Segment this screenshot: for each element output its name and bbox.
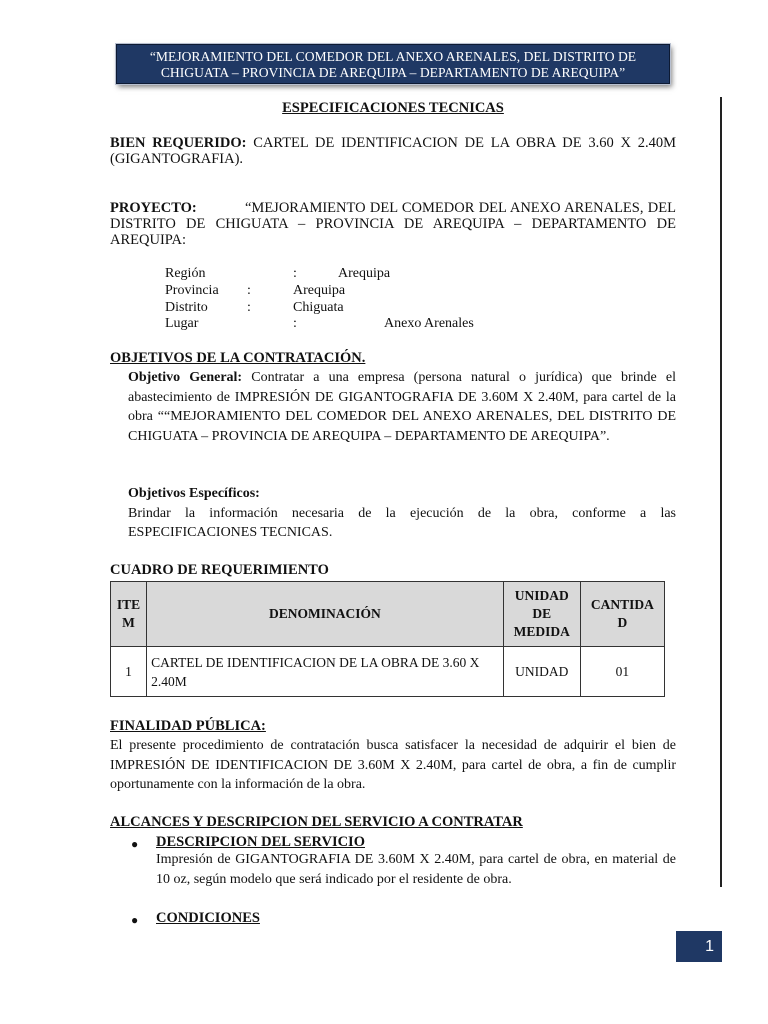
header-line-1: “MEJORAMIENTO DEL COMEDOR DEL ANEXO ARENALES, DEL DISTRITO DE: [149, 49, 637, 64]
provincia-value: Arequipa: [293, 283, 346, 298]
proyecto: [110, 200, 676, 248]
right-margin-rule: [720, 97, 722, 887]
cell-unidad: UNIDAD: [503, 647, 580, 697]
proyecto-text: “MEJORAMIENTO DEL COMEDOR DEL ANEXO ARENALES, DEL DISTRITO DE CHIGUATA – PROVINCIA DE AREQUIPA – DEPARTAMENTO DE AREQUIPA:: [110, 200, 676, 248]
header-cantidad: CANTIDA D: [580, 582, 664, 647]
cell-item: 1: [111, 647, 147, 697]
bien-requerido-text: CARTEL DE IDENTIFICACION DE LA OBRA DE 3.60 X 2.40M (GIGANTOGRAFIA).: [110, 135, 676, 167]
cell-denominacion: CARTEL DE IDENTIFICACION DE LA OBRA DE 3.60 X 2.40M: [147, 647, 504, 697]
header-denominacion: DENOMINACIÓN: [147, 582, 504, 647]
cell-cantidad: 01: [580, 647, 664, 697]
page-number: 1: [676, 931, 722, 962]
bullet-condiciones: ●: [131, 913, 139, 927]
objetivo-general-label: Objetivo General:: [128, 370, 243, 385]
objetivos-especificos-label: Objetivos Específicos:: [128, 486, 260, 501]
document-title: ESPECIFICACIONES TECNICAS: [282, 100, 504, 116]
provincia-colon: :: [247, 283, 251, 298]
condiciones-title: CONDICIONES: [156, 910, 260, 926]
region-value: Arequipa: [338, 266, 391, 281]
provincia-label: Provincia: [165, 283, 219, 298]
distrito-label: Distrito: [165, 300, 208, 315]
alcances-heading: ALCANCES Y DESCRIPCION DEL SERVICIO A CONTRATAR: [110, 814, 523, 830]
location-list: [0, 266, 768, 336]
lugar-value: Anexo Arenales: [384, 316, 474, 331]
proyecto-label: PROYECTO:: [110, 200, 197, 216]
descripcion-title: DESCRIPCION DEL SERVICIO: [156, 834, 365, 850]
table-row: [111, 647, 665, 697]
table-header-row: [111, 582, 665, 647]
distrito-value: Chiguata: [293, 300, 344, 315]
finalidad-text: El presente procedimiento de contratación busca satisfacer la necesidad de adquirir el bien de IMPRESIÓN DE IDENTIFICACION DE 3.60M X 2.40M, para cartel de obra, a fin de cumplir oportunamente con la información de la obra.: [110, 738, 676, 792]
region-label: Región: [165, 266, 206, 281]
cuadro-heading: CUADRO DE REQUERIMIENTO: [110, 562, 329, 578]
objetivo-general: [128, 368, 676, 446]
bullet-descripcion: ●: [131, 837, 139, 851]
header-line-2: CHIGUATA – PROVINCIA DE AREQUIPA – DEPARTAMENTO DE AREQUIPA”: [160, 65, 626, 80]
lugar-label: Lugar: [165, 316, 199, 331]
requirements-table: [110, 581, 665, 697]
bien-requerido: [110, 135, 676, 167]
bien-requerido-label: BIEN REQUERIDO:: [110, 135, 247, 151]
finalidad-heading: FINALIDAD PÚBLICA:: [110, 718, 266, 734]
objetivos-especificos: [128, 484, 676, 543]
header-item: ITE M: [111, 582, 147, 647]
descripcion-text: Impresión de GIGANTOGRAFIA DE 3.60M X 2.40M, para cartel de obra, en material de 10 oz, según modelo que será indicado por el residente de obra.: [156, 852, 676, 887]
objetivo-general-text: Contratar a una empresa (persona natural o jurídica) que brinde el abastecimiento de IMPRESIÓN DE GIGANTOGRAFIA DE 3.60M X 2.40M, para cartel de la obra ““MEJORAMIENTO DEL COMEDOR DEL ANEXO ARENALES, DEL DISTRITO DE CHIGUATA – PROVINCIA DE AREQUIPA – DEPARTAMENTO DE AREQUIPA”.: [128, 370, 676, 444]
region-colon: :: [293, 266, 297, 281]
header-unidad: UNIDAD DE MEDIDA: [503, 582, 580, 647]
distrito-colon: :: [247, 300, 251, 315]
objetivos-heading: OBJETIVOS DE LA CONTRATACIÓN.: [110, 350, 366, 366]
lugar-colon: :: [293, 316, 297, 331]
objetivos-especificos-text: Brindar la información necesaria de la ejecución de la obra, conforme a las ESPECIFICACIONES TECNICAS.: [128, 505, 676, 540]
document-header-banner: [116, 44, 670, 84]
